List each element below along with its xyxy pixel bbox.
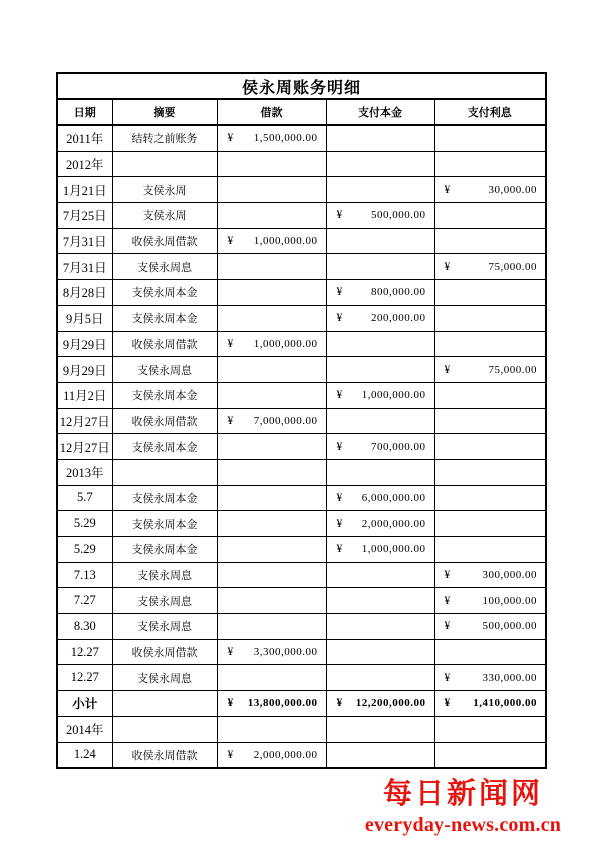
summary-cell: 收侯永周借款 <box>112 742 217 768</box>
loan-cell <box>217 716 326 742</box>
interest-cell <box>434 280 546 306</box>
date-cell: 5.29 <box>57 511 112 537</box>
table-row <box>57 280 546 306</box>
amount-value: 1,000,000.00 <box>361 389 426 402</box>
table-row <box>57 151 546 177</box>
currency-symbol: ¥ <box>444 260 451 273</box>
interest-cell <box>434 125 546 151</box>
interest-cell <box>434 254 546 280</box>
summary-cell: 收侯永周借款 <box>112 639 217 665</box>
interest-cell <box>434 562 546 588</box>
summary-cell: 结转之前账务 <box>112 125 217 151</box>
table-row <box>57 716 546 742</box>
interest-cell <box>434 331 546 357</box>
currency-symbol: ¥ <box>336 286 343 299</box>
date-cell: 12月27日 <box>57 408 112 434</box>
date-cell: 5.29 <box>57 537 112 563</box>
interest-cell <box>434 203 546 229</box>
loan-cell <box>217 562 326 588</box>
account-sheet <box>56 72 547 769</box>
date-cell: 7月31日 <box>57 254 112 280</box>
currency-symbol: ¥ <box>444 620 451 633</box>
summary-cell: 支侯永周息 <box>112 665 217 691</box>
loan-cell <box>217 614 326 640</box>
table-row <box>57 408 546 434</box>
interest-cell <box>434 639 546 665</box>
principal-cell <box>326 511 434 537</box>
currency-symbol: ¥ <box>444 363 451 376</box>
date-cell: 小计 <box>57 691 112 717</box>
summary-cell: 支侯永周本金 <box>112 511 217 537</box>
interest-cell <box>434 382 546 408</box>
date-cell: 8.30 <box>57 614 112 640</box>
currency-symbol: ¥ <box>444 594 451 607</box>
summary-cell: 支侯永周息 <box>112 357 217 383</box>
amount-value: 75,000.00 <box>488 260 537 273</box>
principal-cell <box>326 408 434 434</box>
loan-cell <box>217 382 326 408</box>
amount-value: 300,000.00 <box>482 569 537 582</box>
amount-value: 6,000,000.00 <box>361 491 426 504</box>
currency-symbol: ¥ <box>444 697 451 710</box>
summary-cell: 支侯永周 <box>112 203 217 229</box>
currency-symbol: ¥ <box>444 183 451 196</box>
interest-cell <box>434 228 546 254</box>
interest-cell <box>434 485 546 511</box>
principal-cell <box>326 665 434 691</box>
amount-value: 30,000.00 <box>488 183 537 196</box>
loan-cell <box>217 177 326 203</box>
loan-cell <box>217 228 326 254</box>
summary-cell: 收侯永周借款 <box>112 408 217 434</box>
loan-cell <box>217 280 326 306</box>
amount-value: 800,000.00 <box>371 286 426 299</box>
currency-symbol: ¥ <box>336 389 343 402</box>
interest-cell <box>434 588 546 614</box>
amount-value: 3,300,000.00 <box>253 646 318 659</box>
loan-cell <box>217 331 326 357</box>
date-cell: 12月27日 <box>57 434 112 460</box>
principal-cell <box>326 382 434 408</box>
principal-cell <box>326 742 434 768</box>
loan-cell <box>217 254 326 280</box>
interest-cell <box>434 614 546 640</box>
table-row <box>57 382 546 408</box>
loan-cell <box>217 639 326 665</box>
amount-value: 500,000.00 <box>482 620 537 633</box>
principal-cell <box>326 434 434 460</box>
interest-cell <box>434 742 546 768</box>
date-cell: 7.27 <box>57 588 112 614</box>
table-row <box>57 562 546 588</box>
date-cell: 1.24 <box>57 742 112 768</box>
principal-cell <box>326 203 434 229</box>
date-cell: 2011年 <box>57 125 112 151</box>
principal-cell <box>326 177 434 203</box>
principal-cell <box>326 125 434 151</box>
date-cell: 12.27 <box>57 639 112 665</box>
table-title: 侯永周账务明细 <box>57 73 546 99</box>
loan-cell <box>217 511 326 537</box>
amount-value: 7,000,000.00 <box>253 414 318 427</box>
interest-cell <box>434 537 546 563</box>
table-row <box>57 742 546 768</box>
table-row <box>57 537 546 563</box>
currency-symbol: ¥ <box>336 491 343 504</box>
date-cell: 1月21日 <box>57 177 112 203</box>
principal-cell <box>326 485 434 511</box>
date-cell: 2012年 <box>57 151 112 177</box>
amount-value: 2,000,000.00 <box>361 517 426 530</box>
interest-cell <box>434 459 546 485</box>
amount-value: 330,000.00 <box>482 671 537 684</box>
amount-value: 1,410,000.00 <box>473 697 537 710</box>
currency-symbol: ¥ <box>227 748 234 761</box>
loan-cell <box>217 691 326 717</box>
interest-cell <box>434 665 546 691</box>
loan-cell <box>217 459 326 485</box>
currency-symbol: ¥ <box>444 569 451 582</box>
summary-cell <box>112 459 217 485</box>
table-row <box>57 357 546 383</box>
loan-cell <box>217 434 326 460</box>
date-cell: 7月31日 <box>57 228 112 254</box>
date-cell: 11月2日 <box>57 382 112 408</box>
table-row <box>57 459 546 485</box>
principal-cell <box>326 562 434 588</box>
date-cell: 7月25日 <box>57 203 112 229</box>
summary-cell: 支侯永周息 <box>112 588 217 614</box>
loan-cell <box>217 537 326 563</box>
watermark-site-name: 每日新闻网 <box>382 778 543 810</box>
summary-cell: 支侯永周 <box>112 177 217 203</box>
principal-cell <box>326 357 434 383</box>
summary-cell: 支侯永周本金 <box>112 382 217 408</box>
summary-cell: 支侯永周息 <box>112 254 217 280</box>
date-cell: 2013年 <box>57 459 112 485</box>
loan-cell <box>217 742 326 768</box>
principal-cell <box>326 614 434 640</box>
table-row <box>57 665 546 691</box>
table-row <box>57 614 546 640</box>
amount-value: 1,500,000.00 <box>253 132 318 145</box>
principal-cell <box>326 716 434 742</box>
currency-symbol: ¥ <box>336 209 343 222</box>
table-row <box>57 203 546 229</box>
watermark-domain: everyday-news.com.cn <box>364 813 562 836</box>
column-header-interest: 支付利息 <box>434 99 546 125</box>
table-row <box>57 254 546 280</box>
date-cell: 8月28日 <box>57 280 112 306</box>
principal-cell <box>326 588 434 614</box>
interest-cell <box>434 511 546 537</box>
date-cell: 12.27 <box>57 665 112 691</box>
watermark <box>356 779 570 836</box>
table-row <box>57 125 546 151</box>
summary-cell <box>112 691 217 717</box>
loan-cell <box>217 408 326 434</box>
amount-value: 700,000.00 <box>371 440 426 453</box>
column-header-row <box>57 99 546 125</box>
table-title-row <box>57 73 546 99</box>
principal-cell <box>326 459 434 485</box>
summary-cell: 收侯永周借款 <box>112 228 217 254</box>
currency-symbol: ¥ <box>336 517 343 530</box>
currency-symbol: ¥ <box>444 671 451 684</box>
principal-cell <box>326 691 434 717</box>
date-cell: 7.13 <box>57 562 112 588</box>
loan-cell <box>217 151 326 177</box>
principal-cell <box>326 151 434 177</box>
interest-cell <box>434 434 546 460</box>
principal-cell <box>326 254 434 280</box>
loan-cell <box>217 125 326 151</box>
loan-cell <box>217 665 326 691</box>
table-row <box>57 485 546 511</box>
column-header-summary: 摘要 <box>112 99 217 125</box>
date-cell: 9月5日 <box>57 305 112 331</box>
principal-cell <box>326 537 434 563</box>
currency-symbol: ¥ <box>336 697 343 710</box>
interest-cell <box>434 357 546 383</box>
table-body <box>57 125 546 768</box>
summary-cell: 支侯永周息 <box>112 562 217 588</box>
summary-cell: 收侯永周借款 <box>112 331 217 357</box>
principal-cell <box>326 639 434 665</box>
loan-cell <box>217 588 326 614</box>
currency-symbol: ¥ <box>227 337 234 350</box>
loan-cell <box>217 203 326 229</box>
summary-cell: 支侯永周本金 <box>112 537 217 563</box>
amount-value: 500,000.00 <box>371 209 426 222</box>
loan-cell <box>217 485 326 511</box>
currency-symbol: ¥ <box>336 543 343 556</box>
amount-value: 13,800,000.00 <box>247 697 318 710</box>
column-header-principal: 支付本金 <box>326 99 434 125</box>
date-cell: 5.7 <box>57 485 112 511</box>
principal-cell <box>326 280 434 306</box>
interest-cell <box>434 305 546 331</box>
date-cell: 2014年 <box>57 716 112 742</box>
amount-value: 1,000,000.00 <box>361 543 426 556</box>
currency-symbol: ¥ <box>336 312 343 325</box>
summary-cell: 支侯永周本金 <box>112 305 217 331</box>
summary-cell: 支侯永周本金 <box>112 280 217 306</box>
principal-cell <box>326 331 434 357</box>
table-row <box>57 177 546 203</box>
table-row <box>57 691 546 717</box>
currency-symbol: ¥ <box>227 646 234 659</box>
column-header-loan: 借款 <box>217 99 326 125</box>
principal-cell <box>326 305 434 331</box>
loan-cell <box>217 357 326 383</box>
summary-cell: 支侯永周本金 <box>112 485 217 511</box>
interest-cell <box>434 151 546 177</box>
amount-value: 1,000,000.00 <box>253 235 318 248</box>
table-row <box>57 588 546 614</box>
account-table <box>56 72 547 769</box>
amount-value: 12,200,000.00 <box>355 697 426 710</box>
loan-cell <box>217 305 326 331</box>
column-header-date: 日期 <box>57 99 112 125</box>
interest-cell <box>434 691 546 717</box>
table-row <box>57 331 546 357</box>
table-row <box>57 639 546 665</box>
table-row <box>57 228 546 254</box>
currency-symbol: ¥ <box>227 235 234 248</box>
summary-cell: 支侯永周本金 <box>112 434 217 460</box>
amount-value: 100,000.00 <box>482 594 537 607</box>
table-row <box>57 305 546 331</box>
currency-symbol: ¥ <box>227 697 234 710</box>
principal-cell <box>326 228 434 254</box>
interest-cell <box>434 177 546 203</box>
interest-cell <box>434 716 546 742</box>
amount-value: 2,000,000.00 <box>253 748 318 761</box>
currency-symbol: ¥ <box>336 440 343 453</box>
amount-value: 1,000,000.00 <box>253 337 318 350</box>
summary-cell: 支侯永周息 <box>112 614 217 640</box>
summary-cell <box>112 716 217 742</box>
date-cell: 9月29日 <box>57 357 112 383</box>
currency-symbol: ¥ <box>227 132 234 145</box>
date-cell: 9月29日 <box>57 331 112 357</box>
amount-value: 75,000.00 <box>488 363 537 376</box>
interest-cell <box>434 408 546 434</box>
table-row <box>57 434 546 460</box>
summary-cell <box>112 151 217 177</box>
amount-value: 200,000.00 <box>371 312 426 325</box>
currency-symbol: ¥ <box>227 414 234 427</box>
table-row <box>57 511 546 537</box>
